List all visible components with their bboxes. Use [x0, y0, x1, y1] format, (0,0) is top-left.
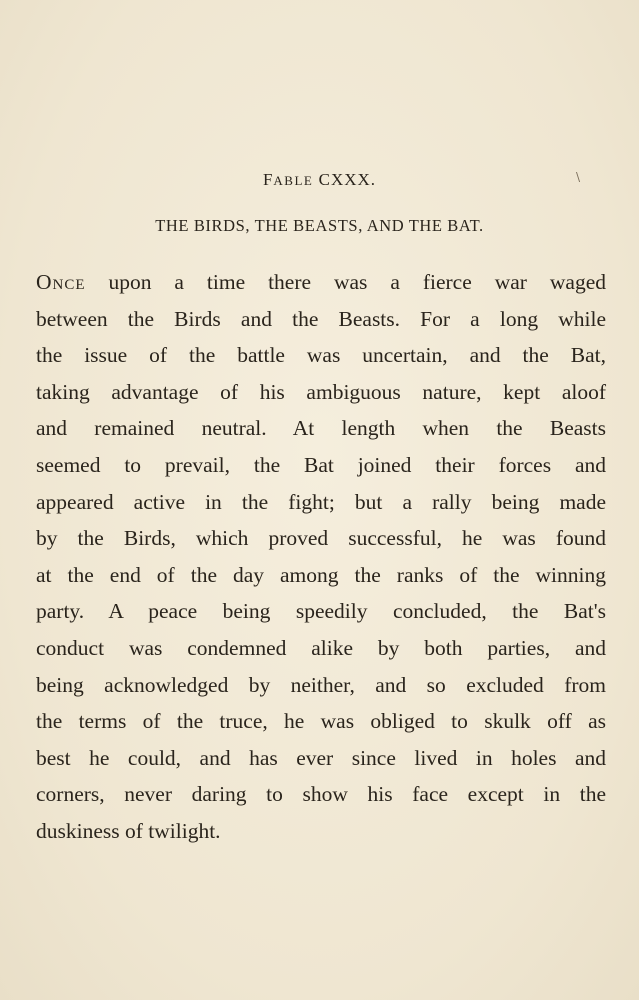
text-line: and remained neutral. At length when the Beasts [36, 416, 606, 441]
fable-heading-numeral: CXXX. [318, 170, 377, 189]
text-line: conduct was condemned alike by both parties, and [36, 635, 606, 660]
fable-heading-small-caps: ABLE [273, 173, 314, 188]
text-line: appeared active in the fight; but a rally being made [36, 489, 606, 514]
fable-body-text [36, 264, 606, 850]
text-line: the terms of the truce, he was obliged to skulk off as [36, 709, 606, 734]
text-line: being acknowledged by neither, and so excluded from [36, 672, 606, 697]
text-line: between the Birds and the Beasts. For a long while [36, 306, 606, 331]
text-line [36, 264, 606, 301]
text-line-last: duskiness of twilight. [36, 818, 221, 843]
fable-number-heading [0, 170, 639, 190]
fable-title: THE BIRDS, THE BEASTS, AND THE BAT. [155, 216, 484, 235]
text-line: at the end of the day among the ranks of the winning [36, 562, 606, 587]
text-line: taking advantage of his ambiguous nature, kept aloof [36, 379, 606, 404]
text-line: the issue of the battle was uncertain, and the Bat, [36, 343, 606, 368]
text-line: by the Birds, which proved successful, he was found [36, 526, 606, 551]
fable-heading-initial: F [262, 170, 274, 189]
text-line: best he could, and has ever since lived in holes and [36, 745, 606, 770]
text-line: party. A peace being speedily concluded, the Bat's [36, 599, 606, 624]
opening-word: Once [36, 270, 86, 294]
text-line: corners, never daring to show his face except in the [36, 782, 606, 807]
text-line-content: upon a time there was a fierce war waged [85, 270, 606, 294]
text-line: seemed to prevail, the Bat joined their forces and [36, 452, 606, 477]
stray-print-mark: \ [576, 170, 581, 184]
